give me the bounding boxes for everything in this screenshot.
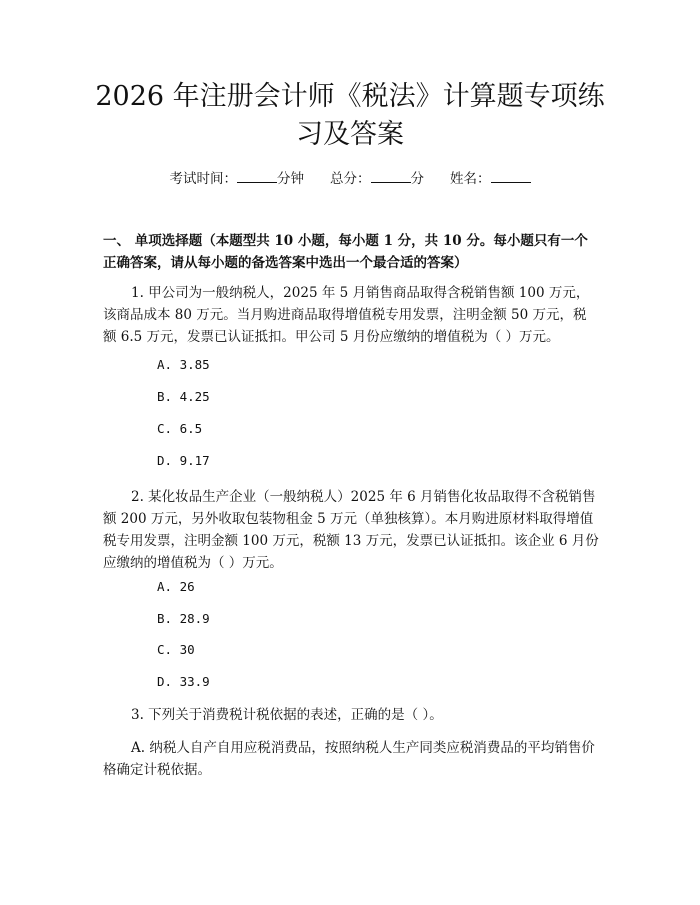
time-blank [237,170,277,183]
exam-meta [0,170,700,188]
section-heading: 一、 单项选择题（本题型共 10 小题，每小题 1 分，共 10 分。每小题只有一个正确答案，请从每小题的备选答案中选出一个最合适的答案） [103,233,588,271]
question-stem: 3. 下列关于消费税计税依据的表述，正确的是（ ）。 [131,707,443,723]
name-blank [491,170,531,183]
question-stem: 1. 甲公司为一般纳税人，2025 年 5 月销售商品取得含税销售额 100 万元，该商品成本 80 万元。当月购进商品取得增值税专用发票，注明金额 50 万元，税额 6.5 万元，发票已认证抵扣。甲公司 5 月份应缴纳的增值税为（ ）万元。 [103,285,590,345]
option-b: B. 4.25 [157,389,210,404]
score-blank [371,170,411,183]
option-d: D. 9.17 [157,453,210,468]
option-c: C. 30 [157,642,195,657]
score-label: 总分： [330,171,371,187]
option-a: A. 26 [157,579,195,594]
score-unit: 分 [410,171,424,187]
question-stem: 2. 某化妆品生产企业（一般纳税人）2025 年 6 月销售化妆品取得不含税销售额 200 万元，另外收取包装物租金 5 万元（单独核算）。本月购进原材料取得增值税专用发票，注明金额 100 万元，税额 13 万元，发票已认证抵扣。该企业 6 月份应缴纳的增值税为（ ）万元。 [103,489,599,571]
option-a: A. 纳税人自产自用应税消费品，按照纳税人生产同类应税消费品的平均销售价格确定计税依据。 [103,740,595,778]
page-title: 2026 年注册会计师《税法》计算题专项练习及答案 [95,81,605,150]
time-label: 考试时间： [169,171,237,187]
option-a: A. 3.85 [157,357,210,372]
option-c: C. 6.5 [157,421,203,436]
time-unit: 分钟 [277,171,304,187]
option-b: B. 28.9 [157,611,210,626]
name-label: 姓名： [450,171,491,187]
option-d: D. 33.9 [157,674,210,689]
